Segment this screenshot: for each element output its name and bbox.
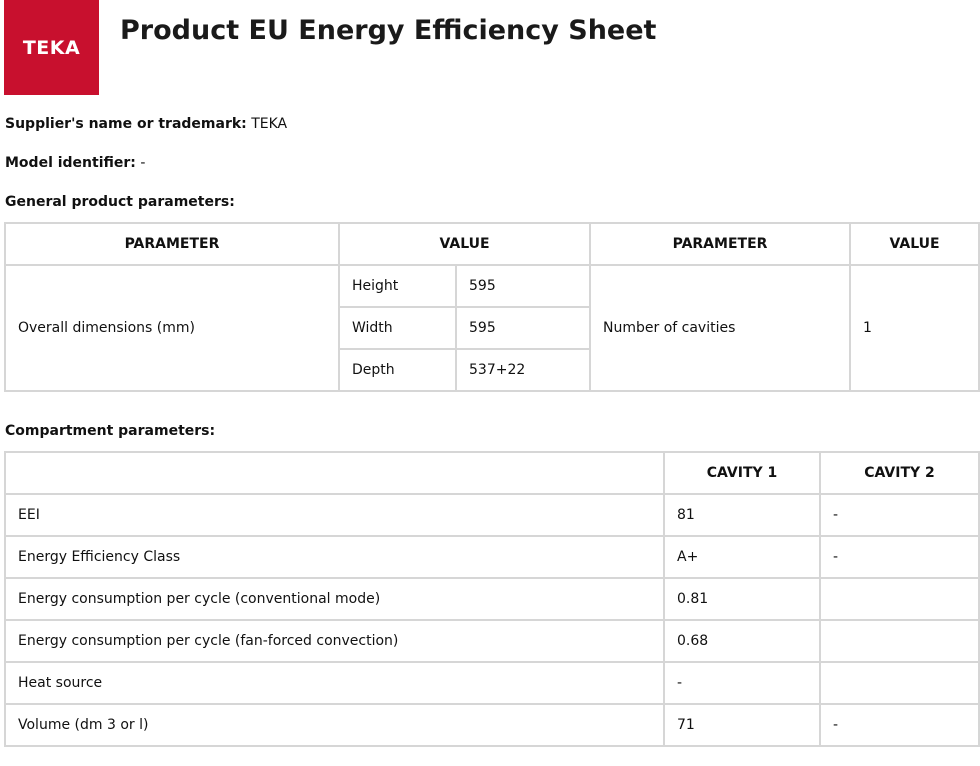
cavity-1-value: 81 bbox=[664, 494, 820, 536]
dimension-value: 595 bbox=[456, 307, 590, 349]
dimension-value: 595 bbox=[456, 265, 590, 307]
cavity-2-value bbox=[820, 578, 979, 620]
cavity-2-value bbox=[820, 620, 979, 662]
cavity-1-value: - bbox=[664, 662, 820, 704]
cavity-1-value: A+ bbox=[664, 536, 820, 578]
supplier-line bbox=[5, 116, 287, 132]
cavities-value: 1 bbox=[850, 265, 979, 391]
header-blank bbox=[5, 452, 664, 494]
teka-logo bbox=[4, 0, 99, 95]
row-label: Volume (dm 3 or l) bbox=[5, 704, 664, 746]
row-label: Energy consumption per cycle (fan-forced convection) bbox=[5, 620, 664, 662]
cavity-2-value: - bbox=[820, 704, 979, 746]
supplier-value: TEKA bbox=[251, 116, 288, 132]
dimension-value: 537+22 bbox=[456, 349, 590, 391]
row-label: Energy Efficiency Class bbox=[5, 536, 664, 578]
general-parameters-table bbox=[4, 222, 980, 392]
dimension-name: Height bbox=[339, 265, 456, 307]
table-row bbox=[5, 704, 979, 746]
model-value: - bbox=[140, 155, 146, 171]
table-row bbox=[5, 494, 979, 536]
page-title: Product EU Energy Efficiency Sheet bbox=[120, 15, 657, 46]
header-cavity-1: CAVITY 1 bbox=[664, 452, 820, 494]
table-header-row bbox=[5, 223, 979, 265]
cavity-1-value: 0.81 bbox=[664, 578, 820, 620]
table-row bbox=[5, 662, 979, 704]
cavity-2-value: - bbox=[820, 536, 979, 578]
table-header-row bbox=[5, 452, 979, 494]
row-label: EEI bbox=[5, 494, 664, 536]
cavity-1-value: 71 bbox=[664, 704, 820, 746]
compartment-heading: Compartment parameters: bbox=[5, 423, 216, 439]
supplier-label: Supplier's name or trademark: bbox=[5, 116, 247, 132]
model-line bbox=[5, 155, 145, 171]
table-row bbox=[5, 536, 979, 578]
header-parameter-2: PARAMETER bbox=[590, 223, 850, 265]
compartment-parameters-table bbox=[4, 451, 980, 747]
header-parameter-1: PARAMETER bbox=[5, 223, 339, 265]
dimension-name: Width bbox=[339, 307, 456, 349]
table-row bbox=[5, 620, 979, 662]
row-label: Heat source bbox=[5, 662, 664, 704]
header-value-1: VALUE bbox=[339, 223, 590, 265]
cavities-label: Number of cavities bbox=[590, 265, 850, 391]
model-label: Model identifier: bbox=[5, 155, 136, 171]
table-row bbox=[5, 265, 979, 307]
dimension-name: Depth bbox=[339, 349, 456, 391]
cavity-2-value bbox=[820, 662, 979, 704]
header-cavity-2: CAVITY 2 bbox=[820, 452, 979, 494]
cavity-2-value: - bbox=[820, 494, 979, 536]
general-heading: General product parameters: bbox=[5, 194, 235, 210]
cavity-1-value: 0.68 bbox=[664, 620, 820, 662]
dimensions-label: Overall dimensions (mm) bbox=[5, 265, 339, 391]
logo-text: TEKA bbox=[22, 36, 81, 59]
header-value-2: VALUE bbox=[850, 223, 979, 265]
row-label: Energy consumption per cycle (conventional mode) bbox=[5, 578, 664, 620]
table-row bbox=[5, 578, 979, 620]
